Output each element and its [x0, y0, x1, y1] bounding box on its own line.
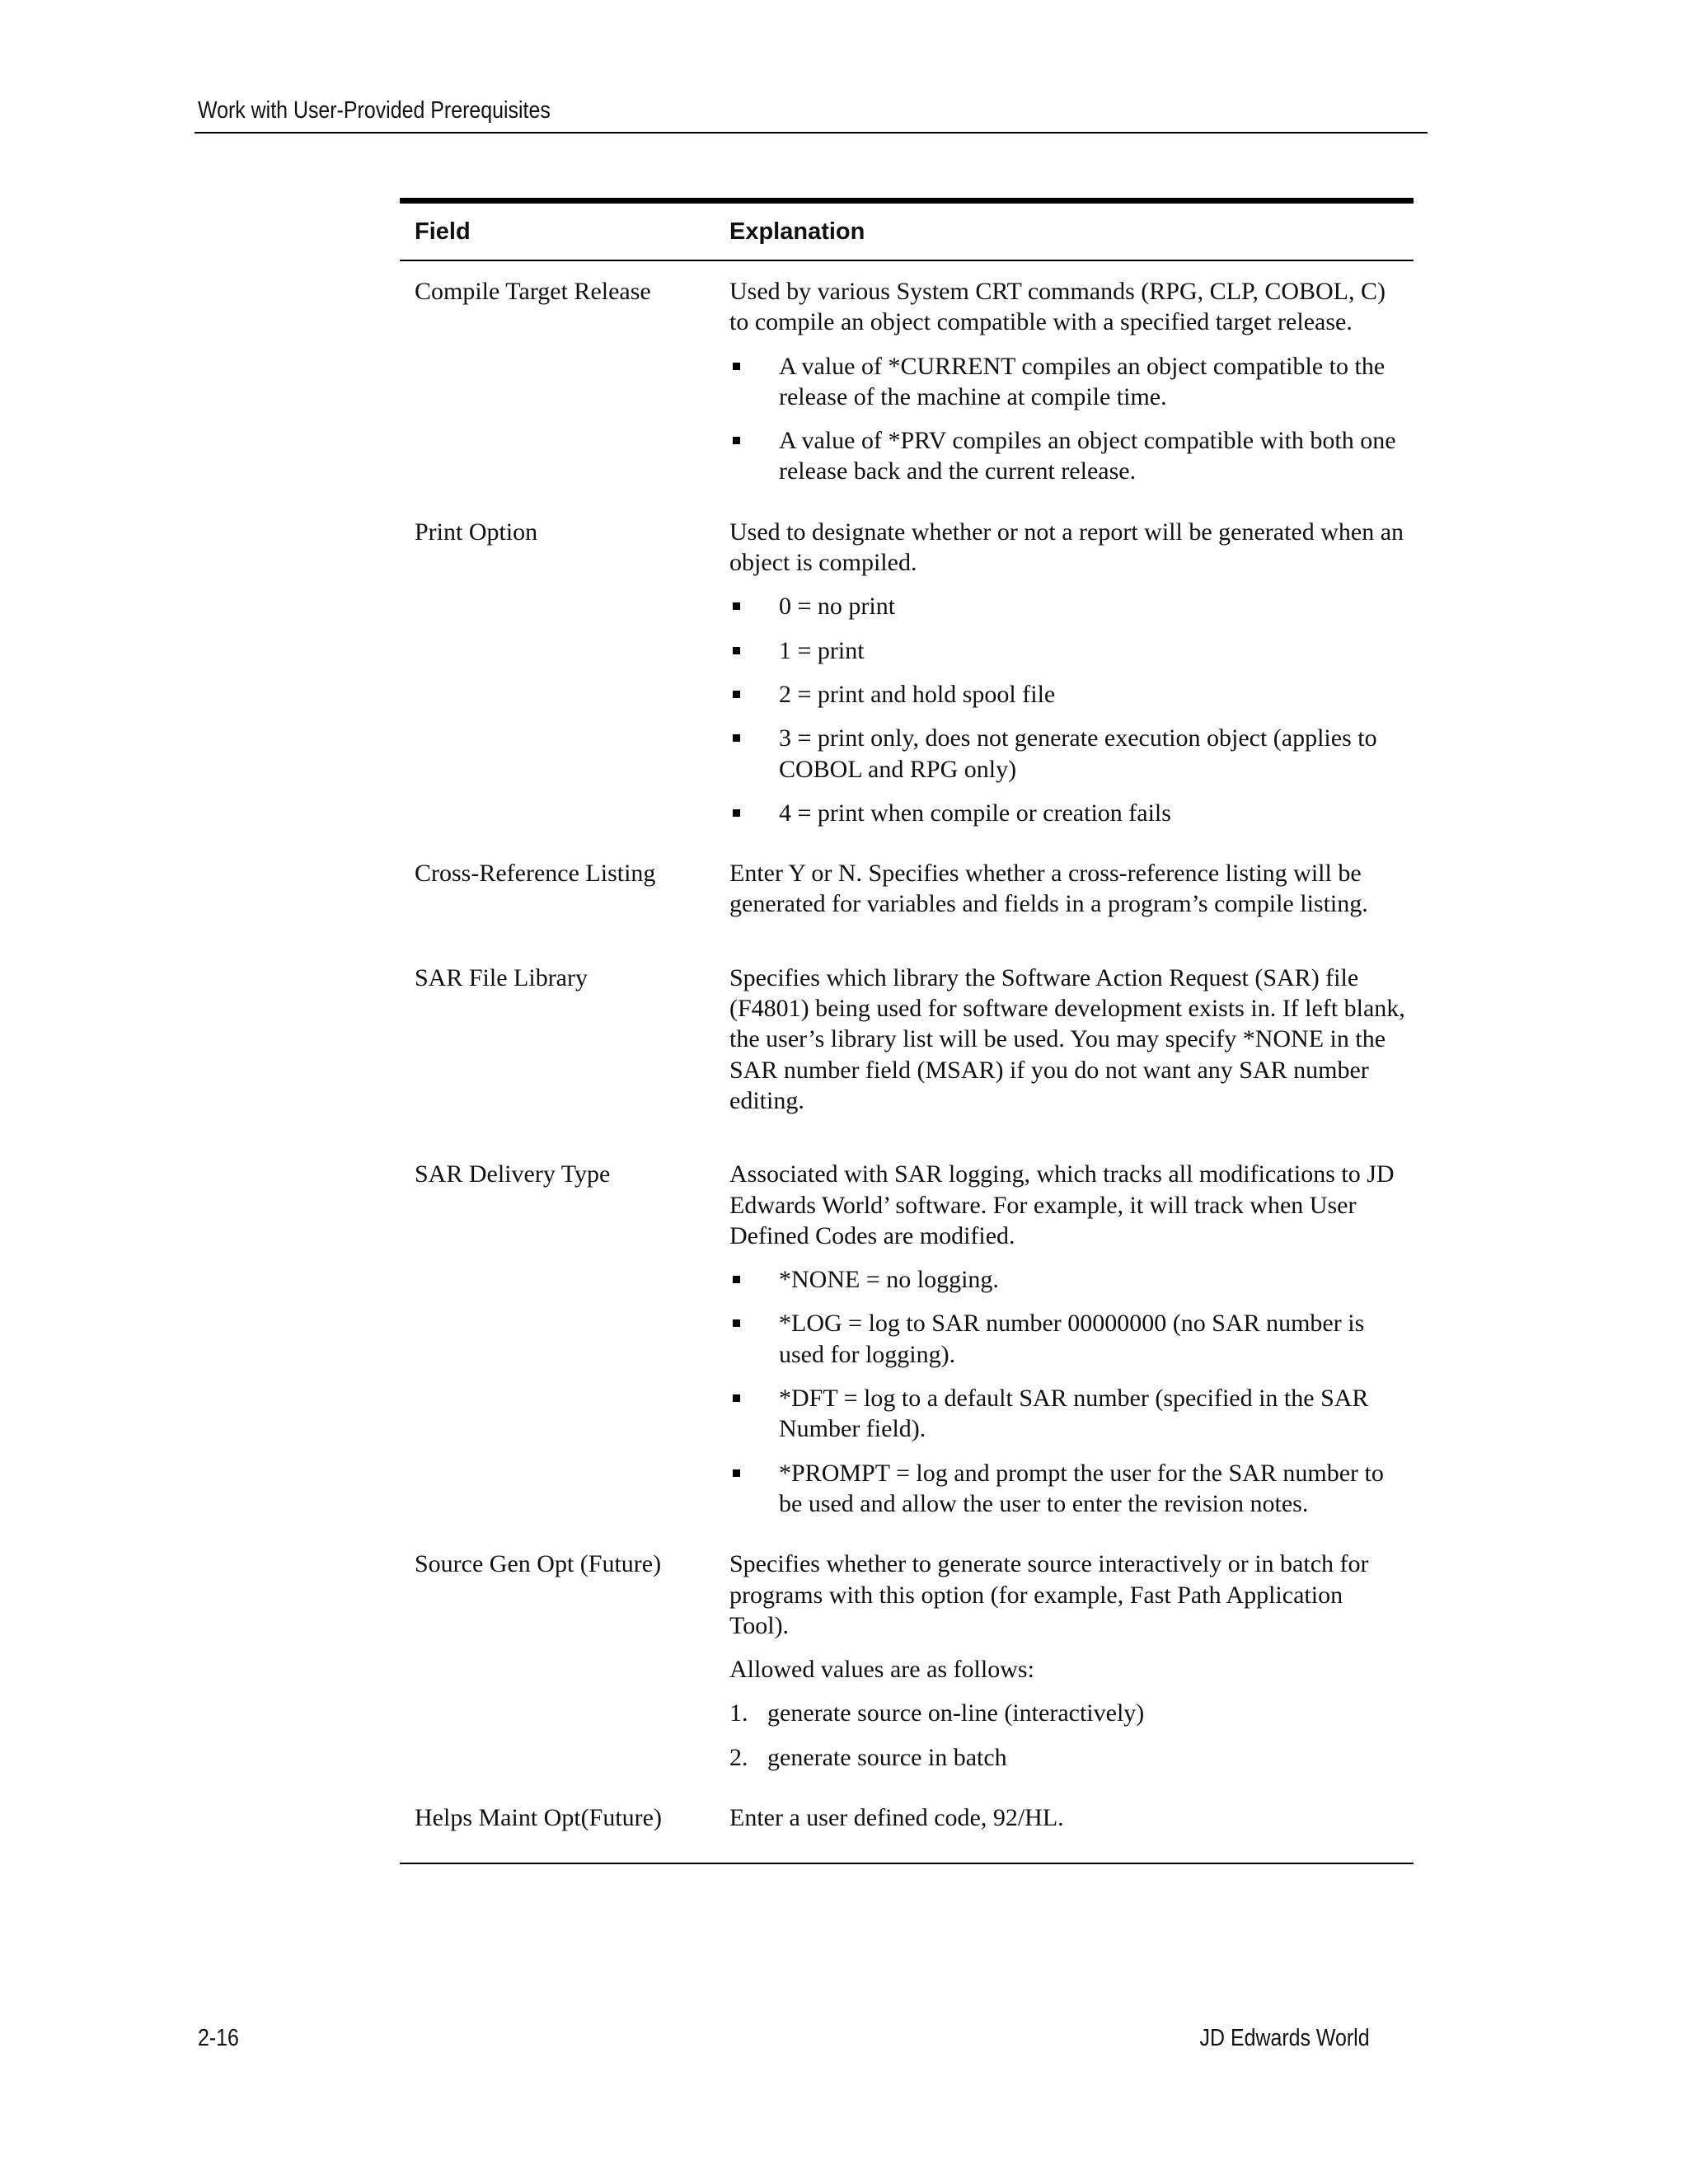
explanation-paragraph: Used by various System CRT commands (RPG, CLP, COBOL, C) to compile an object compatible with a specified target release. — [729, 278, 1386, 336]
explanation-paragraph: Allowed values are as follows: — [729, 1656, 1034, 1684]
field-explanation-table — [400, 198, 1414, 1864]
field-name: Print Option — [415, 518, 538, 546]
bullet-text: *LOG = log to SAR number 00000000 (no SAR number is used for logging). — [779, 1310, 1365, 1368]
bullet-square-icon — [733, 1394, 740, 1402]
numbered-list — [729, 1698, 1405, 1773]
bullet-square-icon — [733, 1276, 740, 1283]
bullet-item — [729, 1264, 1405, 1295]
header-explanation: Explanation — [729, 218, 865, 245]
bullet-text: *PROMPT = log and prompt the user for the SAR number to be used and allow the user to enter the revision notes. — [779, 1459, 1384, 1517]
bullet-text: 0 = no print — [779, 593, 896, 621]
field-explanation — [729, 276, 1414, 487]
bullet-text: 2 = print and hold spool file — [779, 680, 1056, 708]
bullet-item — [729, 591, 1405, 621]
bullet-item — [729, 1383, 1405, 1445]
header-field: Field — [415, 218, 471, 245]
bullet-square-icon — [733, 602, 740, 610]
explanation-paragraph: Used to designate whether or not a report will be generated when an object is compiled. — [729, 518, 1404, 577]
numbered-item — [729, 1698, 1405, 1728]
footer-product: JD Edwards World — [1199, 2025, 1370, 2051]
table-row — [400, 1159, 1414, 1519]
header-rule — [195, 132, 1428, 134]
table-row — [400, 517, 1414, 828]
bullet-list — [729, 591, 1405, 828]
bullet-square-icon — [733, 1319, 740, 1327]
bullet-square-icon — [733, 1469, 740, 1477]
bullet-item — [729, 635, 1405, 666]
field-name: Cross-Reference Listing — [415, 860, 656, 888]
bullet-item — [729, 1458, 1405, 1520]
field-name: SAR File Library — [415, 963, 588, 991]
bullet-square-icon — [733, 691, 740, 698]
bullet-square-icon — [733, 437, 740, 444]
table-row — [400, 1802, 1414, 1846]
bullet-text: 4 = print when compile or creation fails — [779, 799, 1171, 827]
bullet-text: *NONE = no logging. — [779, 1266, 999, 1294]
numbered-text: generate source in batch — [767, 1743, 1007, 1771]
running-head: Work with User-Provided Prerequisites — [198, 97, 551, 124]
bullet-text: *DFT = log to a default SAR number (specified in the SAR Number field). — [779, 1385, 1369, 1443]
page-number: 2-16 — [198, 2025, 239, 2051]
field-name: SAR Delivery Type — [415, 1160, 611, 1188]
explanation-paragraph: Enter a user defined code, 92/HL. — [729, 1803, 1064, 1831]
bullet-item — [729, 351, 1405, 413]
field-explanation — [729, 858, 1414, 933]
table-body — [400, 261, 1414, 1863]
bullet-text: 1 = print — [779, 636, 865, 664]
explanation-paragraph: Enter Y or N. Specifies whether a cross-reference listing will be generated for variables and fields in a program’s compile listing. — [729, 860, 1368, 918]
bullet-square-icon — [733, 647, 740, 654]
table-row — [400, 963, 1414, 1129]
bullet-text: A value of *PRV compiles an object compatible with both one release back and the current release. — [779, 427, 1396, 485]
bullet-list — [729, 1264, 1405, 1519]
table-row — [400, 858, 1414, 933]
field-explanation — [729, 517, 1414, 828]
field-explanation — [729, 1549, 1414, 1773]
bullet-square-icon — [733, 363, 740, 370]
table-header — [400, 204, 1414, 261]
explanation-paragraph: Associated with SAR logging, which tracks all modifications to JD Edwards World’ software. For example, it will track when User Defined Codes are modified. — [729, 1160, 1395, 1249]
explanation-paragraph: Specifies which library the Software Action Request (SAR) file (F4801) being used for software development exists in. If left blank, the user’s library list will be used. You may specify *NONE in the SAR number field (MSAR) if you do not want any SAR number editing. — [729, 963, 1405, 1114]
bullet-item — [729, 798, 1405, 828]
bullet-list — [729, 351, 1405, 487]
item-number: 1. — [729, 1699, 748, 1727]
bullet-text: 3 = print only, does not generate execution object (applies to COBOL and RPG only) — [779, 724, 1377, 783]
numbered-text: generate source on-line (interactively) — [767, 1699, 1145, 1727]
bullet-item — [729, 723, 1405, 785]
bullet-text: A value of *CURRENT compiles an object compatible to the release of the machine at compile time. — [779, 352, 1386, 410]
bullet-item — [729, 679, 1405, 710]
numbered-item — [729, 1742, 1405, 1773]
field-explanation — [729, 963, 1414, 1129]
table-row — [400, 276, 1414, 487]
field-explanation — [729, 1159, 1414, 1519]
item-number: 2. — [729, 1743, 748, 1771]
field-name: Compile Target Release — [415, 278, 651, 305]
bullet-item — [729, 1308, 1405, 1370]
field-explanation — [729, 1802, 1414, 1846]
bullet-square-icon — [733, 809, 740, 817]
explanation-paragraph: Specifies whether to generate source interactively or in batch for programs with this option (for example, Fast Path Application Tool). — [729, 1550, 1369, 1639]
field-name: Helps Maint Opt(Future) — [415, 1803, 662, 1831]
bullet-item — [729, 425, 1405, 487]
table-row — [400, 1549, 1414, 1773]
field-name: Source Gen Opt (Future) — [415, 1550, 662, 1578]
bullet-square-icon — [733, 734, 740, 742]
